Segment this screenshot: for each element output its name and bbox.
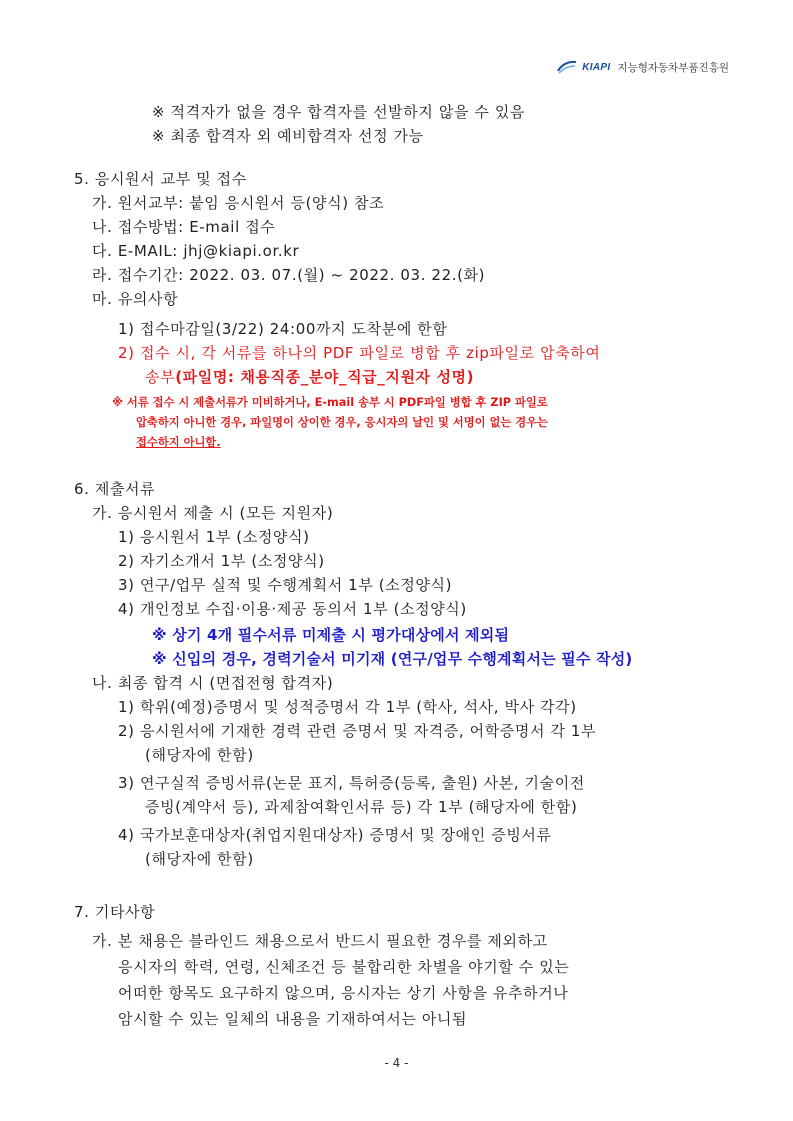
section-5-title: 5. 응시원서 교부 및 접수	[74, 170, 247, 188]
logo-text: KIAPI	[582, 61, 611, 73]
page-header	[556, 56, 729, 78]
section-5-item: 마. 유의사항	[92, 290, 179, 308]
document-item-cont: 증빙(계약서 등), 과제참여확인서류 등) 각 1부 (해당자에 한함)	[145, 798, 578, 816]
page-number: - 4 -	[384, 1056, 409, 1070]
warning-line: 접수하지 아니함.	[136, 436, 221, 449]
document-item: 2) 응시원서에 기재한 경력 관련 증명서 및 자격증, 어학증명서 각 1부	[118, 722, 597, 740]
organization-name: 지능형자동차부품진흥원	[617, 61, 729, 74]
section-7-paragraph-line: 암시할 수 있는 일체의 내용을 기재하여서는 아니됨	[118, 1010, 468, 1028]
document-item: 4) 국가보훈대상자(취업지원대상자) 증명서 및 장애인 증빙서류	[118, 826, 552, 844]
caution-item-red: 2) 접수 시, 각 서류를 하나의 PDF 파일로 병합 후 zip파일로 압축하여	[118, 344, 601, 362]
warning-line: 압축하지 아니한 경우, 파일명이 상이한 경우, 응시자의 날인 및 서명이 없는 경우는	[136, 416, 548, 429]
section-5-item: 다. E-MAIL: jhj@kiapi.or.kr	[92, 242, 300, 260]
section-7-paragraph-line: 가. 본 채용은 블라인드 채용으로서 반드시 필요한 경우를 제외하고	[92, 932, 548, 950]
section-7-paragraph-line: 어떠한 항목도 요구하지 않으며, 응시자는 상기 사항을 유추하거나	[118, 984, 569, 1002]
document-item-cont: (해당자에 한함)	[145, 746, 254, 764]
kiapi-logo-icon	[556, 59, 578, 75]
document-item-cont: (해당자에 한함)	[145, 850, 254, 868]
document-item: 4) 개인정보 수집·이용·제공 동의서 1부 (소정양식)	[118, 600, 467, 618]
filename-rule: (파일명: 채용직종_분야_직급_지원자 성명)	[175, 368, 475, 386]
section-5-item: 가. 원서교부: 붙임 응시원서 등(양식) 참조	[92, 194, 385, 212]
document-item: 3) 연구/업무 실적 및 수행계획서 1부 (소정양식)	[118, 576, 453, 594]
section-7-paragraph-line: 응시자의 학력, 연령, 신체조건 등 불합리한 차별을 야기할 수 있는	[118, 958, 570, 976]
blue-note: ※ 상기 4개 필수서류 미제출 시 평가대상에서 제외됨	[152, 626, 510, 644]
document-item: 1) 응시원서 1부 (소정양식)	[118, 528, 310, 546]
caution-item-red-cont	[145, 365, 474, 389]
section-5-item: 라. 접수기간: 2022. 03. 07.(월) ~ 2022. 03. 22.(화)	[92, 266, 486, 284]
section-6-ga-title: 가. 응시원서 제출 시 (모든 지원자)	[92, 504, 334, 522]
document-item: 3) 연구실적 증빙서류(논문 표지, 특허증(등록, 출원) 사본, 기술이전	[118, 774, 585, 792]
section-5-item: 나. 접수방법: E-mail 접수	[92, 218, 276, 236]
caution-item: 1) 접수마감일(3/22) 24:00까지 도착분에 한함	[118, 320, 448, 338]
document-item: 1) 학위(예정)증명서 및 성적증명서 각 1부 (학사, 석사, 박사 각각)	[118, 698, 577, 716]
document-item: 2) 자기소개서 1부 (소정양식)	[118, 552, 325, 570]
blue-note: ※ 신입의 경우, 경력기술서 미기재 (연구/업무 수행계획서는 필수 작성)	[152, 650, 633, 668]
note-line: ※ 적격자가 없을 경우 합격자를 선발하지 않을 수 있음	[152, 103, 526, 121]
note-line: ※ 최종 합격자 외 예비합격자 선정 가능	[152, 127, 424, 145]
caution-text: 송부	[145, 368, 176, 386]
section-6-na-title: 나. 최종 합격 시 (면접전형 합격자)	[92, 674, 334, 692]
section-6-title: 6. 제출서류	[74, 480, 156, 498]
section-7-title: 7. 기타사항	[74, 903, 156, 921]
warning-line: ※ 서류 접수 시 제출서류가 미비하거나, E-mail 송부 시 PDF파일 병합 후 ZIP 파일로	[112, 396, 548, 409]
